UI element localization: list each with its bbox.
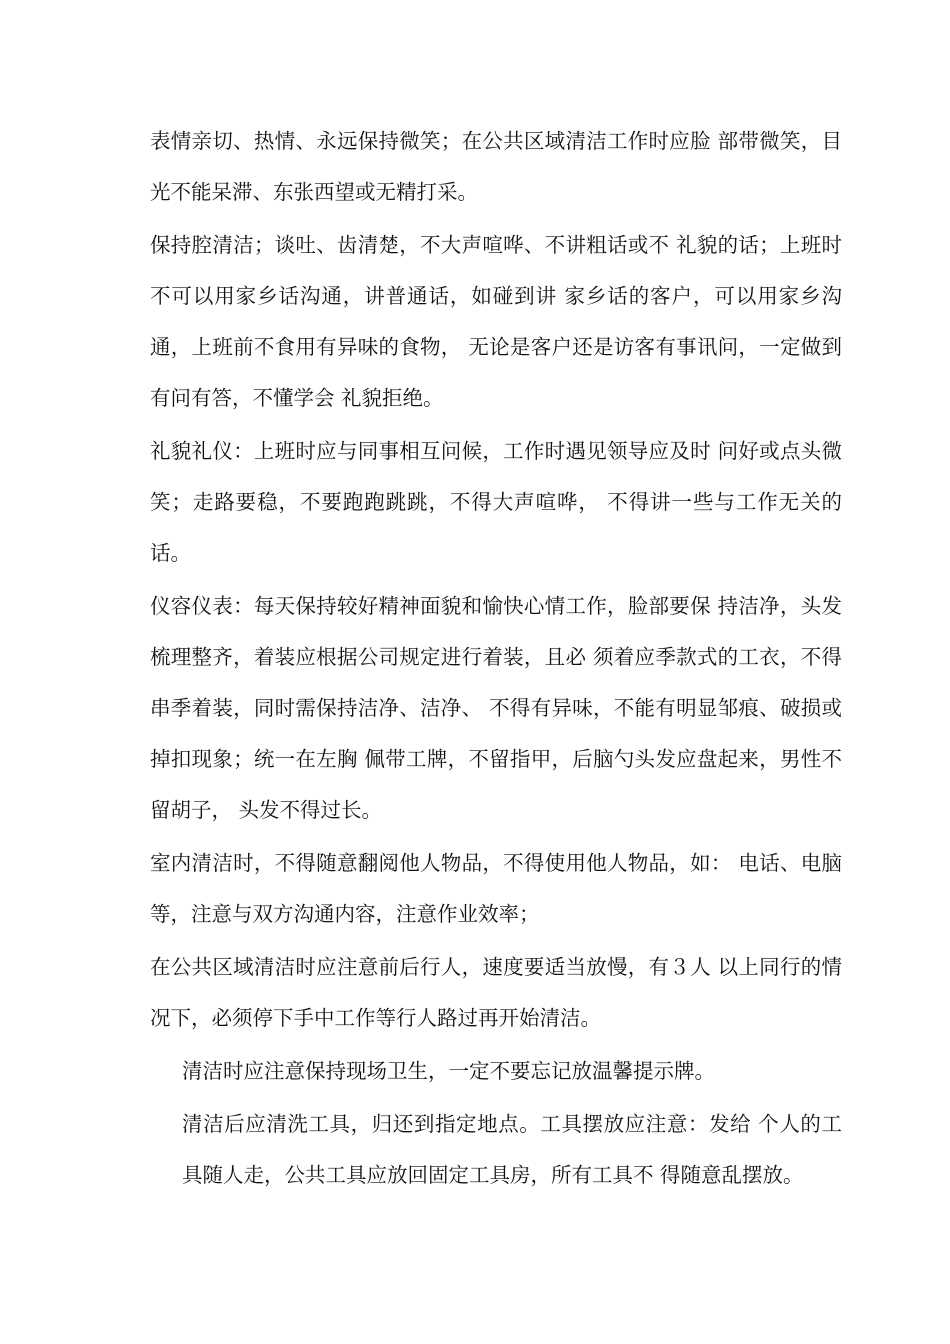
paragraph-warning-sign: 清洁时应注意保持现场卫生，一定不要忘记放温馨提示牌。 [182,1059,715,1083]
paragraph-appearance: 仪容仪表：每天保持较好精神面貌和愉快心情工作，脸部要保 持洁净，头发梳理整齐，着装应根据公司规定进行着装，且必 须着应季款式的工衣，不得串季着装，同时需保持洁净、洁净、 不得有异味，不能有明显邹痕、破损或掉扣现象；统一在左胸 佩带工牌，不留指甲，后脑勺头发应盘起来，男性不留胡子， 头发不得过长。 [150,594,842,822]
paragraph-indoor-cleaning: 室内清洁时，不得随意翻阅他人物品，不得使用他人物品，如： 电话、电脑等，注意与双方沟通内容，注意作业效率； [150,851,842,926]
paragraph-public-area-cleaning: 在公共区域清洁时应注意前后行人，速度要适当放慢，有３人 以上同行的情况下，必须停下手中工作等行人路过再开始清洁。 [150,955,842,1030]
paragraph-etiquette: 礼貌礼仪：上班时应与同事相互问候，工作时遇见领导应及时 问好或点头微笑；走路要稳，不要跑跑跳跳，不得大声喧哗， 不得讲一些与工作无关的话。 [150,439,842,565]
paragraph-facial-expression: 表情亲切、热情、永远保持微笑；在公共区域清洁工作时应脸 部带微笑，目光不能呆滞、东张西望或无精打采。 [150,129,842,204]
paragraph-tool-storage: 清洁后应清洗工具，归还到指定地点。工具摆放应注意：发给 个人的工具随人走，公共工具应放回固定工具房，所有工具不 得随意乱摆放。 [182,1112,842,1187]
paragraph-speech-hygiene: 保持腔清洁；谈吐、齿清楚，不大声喧哗、不讲粗话或不 礼貌的话；上班时不可以用家乡话沟通，讲普通话，如碰到讲 家乡话的客户，可以用家乡沟通，上班前不食用有异味的食物， 无论是客户还是访客有事讯问，一定做到有问有答，不懂学会 礼貌拒绝。 [150,233,842,410]
